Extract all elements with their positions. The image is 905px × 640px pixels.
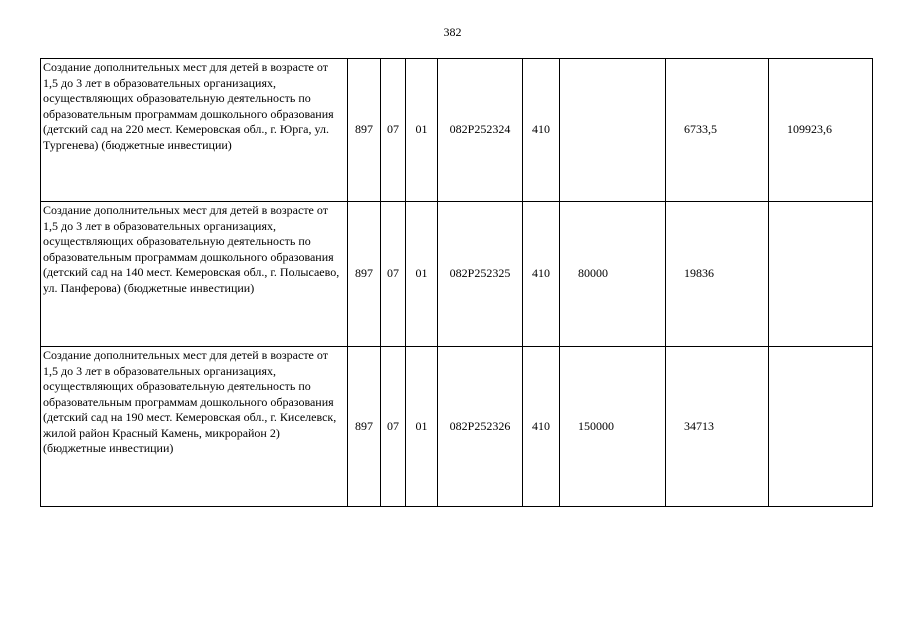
amount-3-cell	[769, 202, 873, 347]
expense-type-cell: 410	[523, 59, 560, 202]
page-number: 382	[443, 25, 462, 39]
subsection-code-cell: 01	[406, 59, 438, 202]
budget-table	[40, 58, 873, 507]
amount-1-cell: 80000	[560, 202, 666, 347]
table-row	[41, 202, 873, 347]
amount-2-cell: 6733,5	[666, 59, 769, 202]
section-code-cell: 07	[381, 347, 406, 507]
amount-1-cell: 150000	[560, 347, 666, 507]
section-code-cell: 07	[381, 59, 406, 202]
expense-type-cell: 410	[523, 347, 560, 507]
section-code-cell: 07	[381, 202, 406, 347]
ministry-code-cell: 897	[348, 202, 381, 347]
amount-3-cell: 109923,6	[769, 59, 873, 202]
target-article-cell: 082Р252326	[438, 347, 523, 507]
table-row	[41, 347, 873, 507]
amount-2-cell: 34713	[666, 347, 769, 507]
expense-name-cell: Создание дополнительных мест для детей в возрасте от 1,5 до 3 лет в образовательных организациях, осуществляющих образовательную деятельность по образовательным программам дошкольного образования (детский сад на 190 мест. Кемеровская обл., г. Киселевск, жилой район Красный Камень, микрорайон 2) (бюджетные инвестиции)	[41, 347, 348, 507]
target-article-cell: 082Р252325	[438, 202, 523, 347]
amount-1-cell	[560, 59, 666, 202]
amount-3-cell	[769, 347, 873, 507]
ministry-code-cell: 897	[348, 347, 381, 507]
subsection-code-cell: 01	[406, 202, 438, 347]
amount-2-cell: 19836	[666, 202, 769, 347]
expense-name-cell: Создание дополнительных мест для детей в возрасте от 1,5 до 3 лет в образовательных организациях, осуществляющих образовательную деятельность по образовательным программам дошкольного образования (детский сад на 220 мест. Кемеровская обл., г. Юрга, ул. Тургенева) (бюджетные инвестиции)	[41, 59, 348, 202]
target-article-cell: 082Р252324	[438, 59, 523, 202]
expense-type-cell: 410	[523, 202, 560, 347]
ministry-code-cell: 897	[348, 59, 381, 202]
expense-name-cell: Создание дополнительных мест для детей в возрасте от 1,5 до 3 лет в образовательных организациях, осуществляющих образовательную деятельность по образовательным программам дошкольного образования (детский сад на 140 мест. Кемеровская обл., г. Полысаево, ул. Панферова) (бюджетные инвестиции)	[41, 202, 348, 347]
table-row	[41, 59, 873, 202]
subsection-code-cell: 01	[406, 347, 438, 507]
